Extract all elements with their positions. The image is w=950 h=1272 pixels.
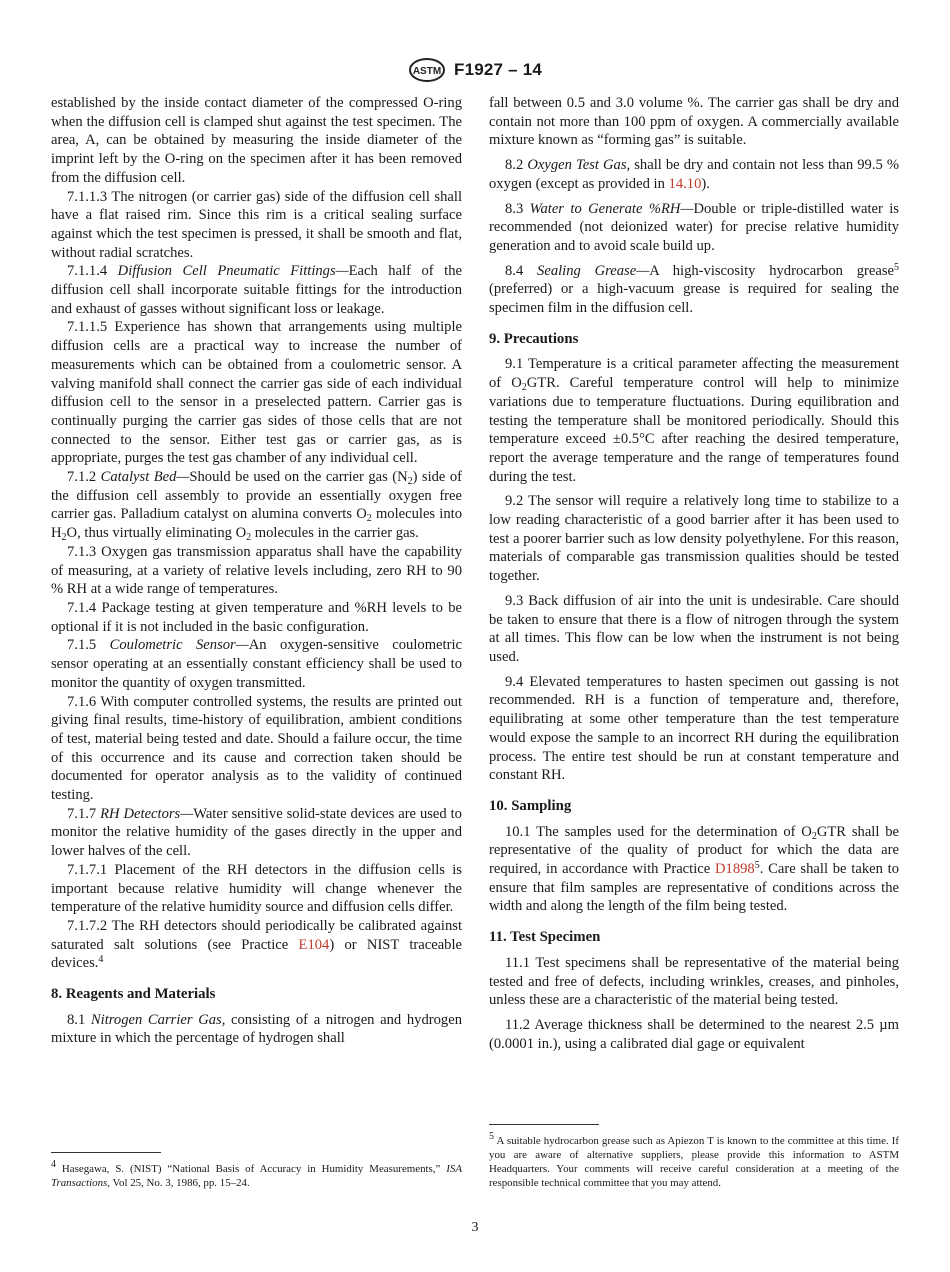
link-14-10[interactable]: 14.10 <box>668 175 702 192</box>
paragraph-8-4: 8.4 Sealing Grease—A high-viscosity hydrocarbon grease$^5$ (preferred) or a high-vacuum grease is required for sealing the specimen film in the diffusion cell. <box>489 261 900 317</box>
paragraph: fall between 0.5 and 3.0 volume %. The carrier gas shall be dry and contain not more than 100 ppm of oxygen. A commercially available mixture known as “forming gas” is suitable. <box>489 95 899 149</box>
link-d1898[interactable]: D1898 <box>714 861 755 878</box>
paragraph-10-1: 10.1 The samples used for the determination of $O_2GTR$ shall be representative of the quality of product for which the data are required, in accordance with Practice D1898$^5$. Care shall be taken to ensure that film samples are representative of conditions across the width and along the length of the film being tested. <box>489 823 900 915</box>
right-column <box>489 94 899 1053</box>
page-number: 3 <box>471 1220 479 1235</box>
paragraph-8-1: 8.1 Nitrogen Carrier Gas, consisting of a nitrogen and hydrogen mixture in which the percentage of hydrogen shall <box>51 1011 462 1047</box>
left-column <box>51 94 462 1048</box>
section-heading-11: 11. Test Specimen <box>489 929 601 946</box>
astm-logo-icon <box>408 57 446 83</box>
paragraph-9-4: 9.4 Elevated temperatures to hasten specimen out gassing is not recommended. RH is a function of temperature and, therefore, equilibrating at some other temperature than the test temperature would expose the sample to an incorrect RH during the equilibration process. The entire test should be run at constant temperature and constant RH. <box>489 673 899 784</box>
paragraph-7-1-7-2: 7.1.7.2 The RH detectors should periodically be calibrated against saturated salt solutions (see Practice E104) or NIST traceable devices.$^4$ <box>51 917 463 972</box>
footnote-divider-right <box>489 1124 599 1125</box>
paragraph-11-2: 11.2 Average thickness shall be determined to the nearest 2.5 µm (0.0001 in.), using a calibrated dial gage or equivalent <box>489 1016 899 1052</box>
footnote-ref-5[interactable]: 5 <box>894 261 900 273</box>
paragraph-7-1-1-3: 7.1.1.3 The nitrogen (or carrier gas) side of the diffusion cell shall have a flat raised rim. Since this rim is a critical sealing surface against which the test specimen is pressed, it shall be smooth and flat, without radial scratches. <box>51 188 462 261</box>
section-heading-8: 8. Reagents and Materials <box>51 986 216 1003</box>
paragraph-7-1-2: 7.1.2 Catalyst Bed—Should be used on the carrier gas $(N_2)$ side of the diffusion cell assembly to provide an essentially oxygen free carrier gas. Palladium catalyst on alumina converts $O_2$ molecules into $H_2O$, thus virtually eliminating $O_2$ molecules in the carrier gas. <box>51 469 462 544</box>
footnote-ref-5[interactable]: 5 <box>754 860 760 872</box>
footnote-ref-4[interactable]: 4 <box>98 954 104 966</box>
paragraph: established by the inside contact diameter of the compressed O-ring when the diffusion cell is clamped shut against the test specimen. The area, A, can be obtained by measuring the inside diameter of the imprint left by the O-ring on the specimen after it has been removed from the diffusion cell. <box>51 95 462 186</box>
paragraph-7-1-1-4: 7.1.1.4 Diffusion Cell Pneumatic Fittings—Each half of the diffusion cell shall incorporate suitable fittings for the introduction and exhaust of gasses without significant loss or leakage. <box>51 263 462 317</box>
paragraph-8-2: 8.2 Oxygen Test Gas, shall be dry and contain not less than 99.5 % oxygen (except as provided in 14.10). <box>489 157 900 192</box>
paragraph-7-1-4: 7.1.4 Package testing at given temperature and %RH levels to be optional if it is not included in the basic configuration. <box>51 599 462 635</box>
paragraph-7-1-7: 7.1.7 RH Detectors—Water sensitive solid-state devices are used to monitor the relative humidity of the gases directly in the upper and lower halves of the cell. <box>51 805 462 860</box>
paragraph-7-1-7-1: 7.1.7.1 Placement of the RH detectors in the diffusion cells is important because relative humidity will change whenever the temperature of the relative humidity source and diffusion cells differ. <box>51 861 462 916</box>
paragraph-11-1: 11.1 Test specimens shall be representative of the material being tested and free of defects, including wrinkles, creases, and pinholes, unless these are a characteristic of the material being tested. <box>489 954 899 1009</box>
paragraph-9-3: 9.3 Back diffusion of air into the unit is undesirable. Care should be taken to ensure that there is a flow of nitrogen through the system at all times. This flow can be low when the instrument is not being used. <box>489 592 899 665</box>
paragraph-9-2: 9.2 The sensor will require a relatively long time to stabilize to a low reading characteristic of a good barrier after it has been used to test a poorer barrier such as low density polyethylene. For this reason, materials of comparable gas transmission qualities should be tested together. <box>489 493 899 585</box>
svg-text:ASTM: ASTM <box>412 66 442 77</box>
paragraph-7-1-3: 7.1.3 Oxygen gas transmission apparatus shall have the capability of measuring, at a variety of relative levels including, zero RH to 90 % RH at a wide range of temperatures. <box>51 543 462 598</box>
paragraph-8-3: 8.3 Water to Generate %RH—Double or triple-distilled water is recommended (not deionized water) for precise relative humidity generation and to avoid scale build up. <box>489 200 899 254</box>
section-heading-9: 9. Precautions <box>489 330 579 347</box>
paragraph-7-1-6: 7.1.6 With computer controlled systems, the results are printed out giving final results, time-history of equilibration, ambient conditions of test, material being tested and date. Should a failure occur, the time of this occurrence and its cause and correction taken should be documented for operator analysis as to the validity of continued testing. <box>51 693 462 804</box>
link-e104[interactable]: E104 <box>298 936 330 953</box>
footnote-divider-left <box>51 1152 161 1153</box>
section-heading-10: 10. Sampling <box>489 797 572 814</box>
document-id: F1927 – 14 <box>453 60 542 79</box>
paragraph-7-1-5: 7.1.5 Coulometric Sensor—An oxygen-sensitive coulometric sensor operating at an essentially constant efficiency shall be used to monitor the quantity of oxygen transmitted. <box>51 637 462 691</box>
footnote-4: $^4$ Hasegawa, S. (NIST) “National Basis of Accuracy in Humidity Measurements,” ISA Transactions, Vol 25, No. 3, 1986, pp. 15–24. <box>51 1159 462 1189</box>
page-header <box>0 56 950 84</box>
footnote-5: $^5$ A suitable hydrocarbon grease such as Apiezon T is known to the committee at this time. If you are aware of alternative suppliers, please provide this information to ASTM Headquarters. Your comments will receive careful consideration at a meeting of the responsible technical committee that you may attend. <box>489 1131 899 1189</box>
paragraph-9-1: 9.1 Temperature is a critical parameter affecting the measurement of $O_2GTR$. Careful temperature control will help to minimize variations due to temperature fluctuations. During equilibration and testing the temperature shall be monitored periodically. Should this temperature exceed ±0.5°C after reaching the desired temperature, report the average temperature and the range of temperatures found during the test. <box>489 356 899 485</box>
paragraph-7-1-1-5: 7.1.1.5 Experience has shown that arrangements using multiple diffusion cells are a practical way to increase the number of measurements which can be obtained from a coulometric sensor. A valving manifold shall connect the carrier gas side of each individual diffusion cell to the sensor in a preselected pattern. Carrier gas is continually purging the carrier gas sides of those cells that are not connected to the sensor. Either test gas or carrier gas, as is appropriate, purges the test gas chamber of any individual cell. <box>51 319 462 467</box>
